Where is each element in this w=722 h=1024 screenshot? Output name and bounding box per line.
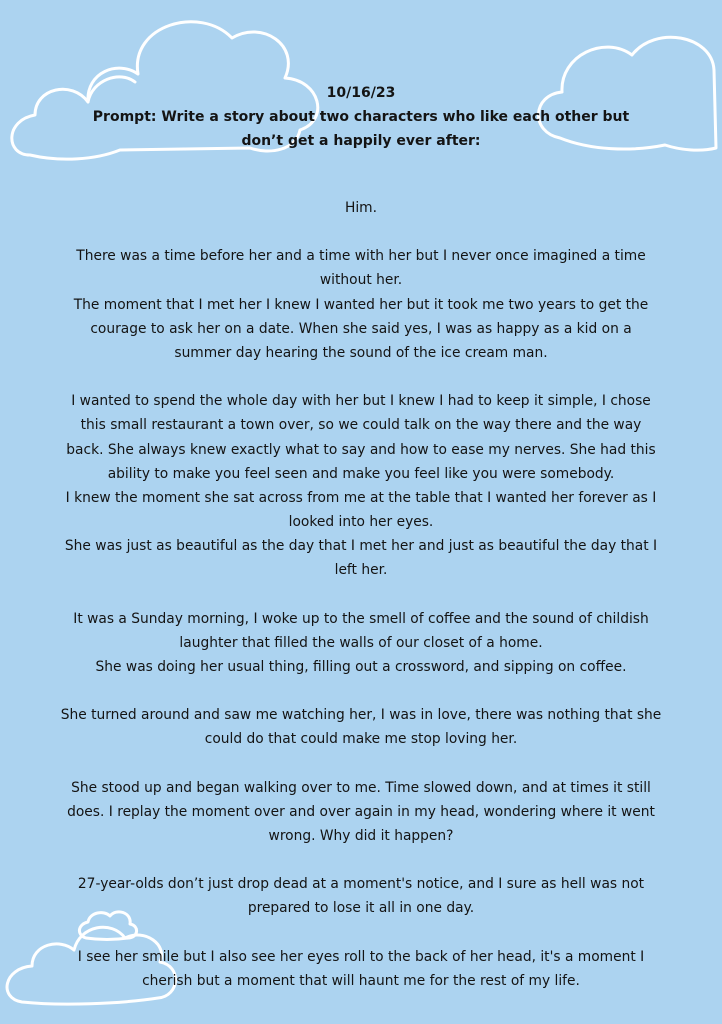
story-paragraph: She turned around and saw me watching her, I was in love, there was nothing that she could do that could make me stop loving her. [60,707,662,748]
story-paragraph: It was a Sunday morning, I woke up to the smell of coffee and the sound of childish laughter that filled the walls of our closet of a home. [73,610,649,651]
story-paragraph: The moment that I met her I knew I wanted her but it took me two years to get the courage to ask her on a date. When she said yes, I was as happy as a kid on a summer day hearing the sound of the ice cream man. [73,296,649,361]
prompt-line-1: Prompt: Write a story about two characters who like each other but [92,109,630,125]
story-paragraph: I knew the moment she sat across from me at the table that I wanted her forever as I looked into her eyes. [65,489,657,530]
paragraph-spacer [60,365,662,389]
paragraph-spacer [60,679,662,703]
story-paragraph: She stood up and began walking over to me. Time slowed down, and at times it still does. I replay the moment over and over again in my head, wondering where it went wrong. Why did it happen? [67,779,655,844]
paragraph-spacer [60,752,662,776]
story-paragraph: She was doing her usual thing, filling out a crossword, and sipping on coffee. [95,658,627,675]
document-header [0,81,722,153]
story-body [60,196,662,993]
paragraph-spacer [60,848,662,872]
story-paragraph: I wanted to spend the whole day with her but I knew I had to keep it simple, I chose this small restaurant a town over, so we could talk on the way there and the way back. She always knew exactly what to say and how to ease my nerves. She had this ability to make you feel seen and make you feel like you were somebody. [66,393,656,482]
story-title: Him. [344,200,378,216]
paragraph-spacer [60,220,662,244]
story-paragraph: There was a time before her and a time with her but I never once imagined a time without her. [76,248,646,289]
story-paragraph: I see her smile but I also see her eyes roll to the back of her head, it's a moment I cherish but a moment that will haunt me for the rest of my life. [77,948,645,989]
story-paragraph: She was just as beautiful as the day that I met her and just as beautiful the day that I left her. [64,538,658,579]
prompt-line-2: don’t get a happily ever after: [241,133,481,149]
document-date: 10/16/23 [326,85,396,101]
paragraph-spacer [60,921,662,945]
paragraph-spacer [60,582,662,606]
story-paragraph: 27-year-olds don’t just drop dead at a moment's notice, and I sure as hell was not prepared to lose it all in one day. [77,876,645,917]
